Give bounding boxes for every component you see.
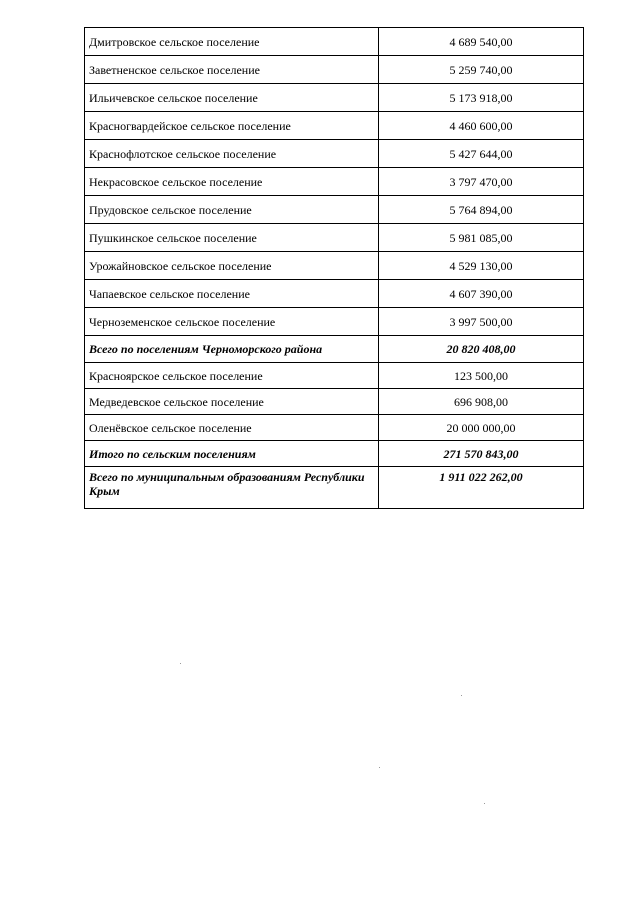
allocation-amount: 20 000 000,00 [379,415,584,441]
allocation-amount: 5 764 894,00 [379,196,584,224]
allocation-amount: 5 981 085,00 [379,224,584,252]
table-row [85,168,584,196]
scan-speck [180,663,181,664]
allocation-amount: 4 529 130,00 [379,252,584,280]
settlement-name: Дмитровское сельское поселение [85,28,379,56]
subtotal-row [85,336,584,363]
settlement-name: Медведевское сельское поселение [85,389,379,415]
budget-allocation-table [84,27,584,509]
allocation-amount: 5 259 740,00 [379,56,584,84]
settlement-name: Оленёвское сельское поселение [85,415,379,441]
table-row [85,363,584,389]
table-row [85,252,584,280]
settlement-name: Прудовское сельское поселение [85,196,379,224]
settlement-name: Черноземенское сельское поселение [85,308,379,336]
table-row [85,280,584,308]
rural-total-row [85,441,584,467]
allocation-amount: 5 173 918,00 [379,84,584,112]
scan-speck [461,695,462,696]
table-row [85,196,584,224]
settlement-name: Пушкинское сельское поселение [85,224,379,252]
table-row [85,28,584,56]
rural-total-label: Итого по сельским поселениям [85,441,379,467]
rural-total-amount: 271 570 843,00 [379,441,584,467]
settlement-name: Красноярское сельское поселение [85,363,379,389]
settlement-name: Некрасовское сельское поселение [85,168,379,196]
table-row [85,56,584,84]
document-page [84,27,583,509]
subtotal-label: Всего по поселениям Черноморского района [85,336,379,363]
allocation-amount: 5 427 644,00 [379,140,584,168]
scan-speck [484,803,485,804]
allocation-amount: 4 607 390,00 [379,280,584,308]
scan-speck [379,767,380,768]
table-row [85,140,584,168]
table-row [85,389,584,415]
grand-total-amount: 1 911 022 262,00 [379,467,584,509]
settlement-name: Чапаевское сельское поселение [85,280,379,308]
table-row [85,224,584,252]
allocation-amount: 3 797 470,00 [379,168,584,196]
settlement-name: Заветненское сельское поселение [85,56,379,84]
allocation-amount: 4 460 600,00 [379,112,584,140]
table-row [85,415,584,441]
allocation-amount: 3 997 500,00 [379,308,584,336]
settlement-name: Ильичевское сельское поселение [85,84,379,112]
subtotal-amount: 20 820 408,00 [379,336,584,363]
grand-total-label: Всего по муниципальным образованиям Республики Крым [85,467,379,509]
table-row [85,84,584,112]
allocation-amount: 4 689 540,00 [379,28,584,56]
settlement-name: Красногвардейское сельское поселение [85,112,379,140]
table-row [85,308,584,336]
allocation-amount: 123 500,00 [379,363,584,389]
table-row [85,112,584,140]
grand-total-row [85,467,584,509]
settlement-name: Краснофлотское сельское поселение [85,140,379,168]
settlement-name: Урожайновское сельское поселение [85,252,379,280]
allocation-amount: 696 908,00 [379,389,584,415]
